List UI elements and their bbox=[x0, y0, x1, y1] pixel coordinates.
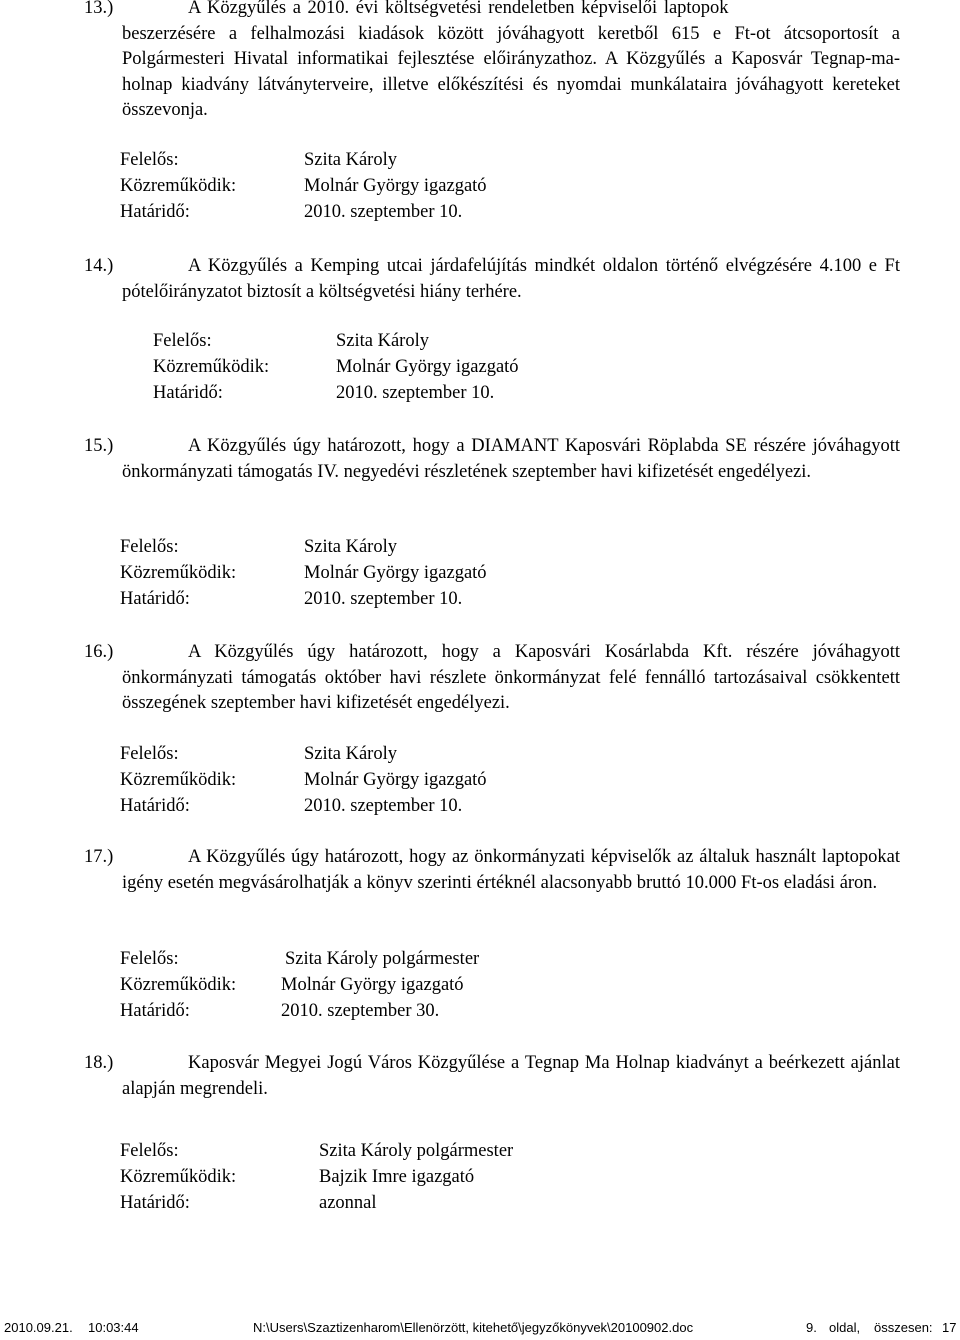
contributor-label: Közreműködik: bbox=[120, 563, 237, 583]
resolution-13 bbox=[84, 0, 900, 124]
contributor-value: Molnár György igazgató bbox=[304, 770, 487, 790]
responsible-value: Szita Károly bbox=[304, 537, 397, 557]
resolution-text: A Közgyűlés úgy határozott, hogy az önkormányzati képviselők az általuk használt laptopokat igény esetén megvásárolhatják a könyv szerinti értéknél alacsonyabb bruttó 10.000 Ft-os eladási áron. bbox=[122, 847, 900, 893]
resolution-lead-line: A Közgyűlés a 2010. évi költségvetési rendeletben képviselői laptopok bbox=[188, 0, 729, 18]
responsible-value: Szita Károly polgármester bbox=[285, 949, 480, 969]
contributor-label: Közreműködik: bbox=[120, 975, 237, 995]
footer-page-number: 9. bbox=[806, 1320, 817, 1335]
footer-file-path: N:\Users\Szaztizenharom\Ellenörzött, kitehető\jegyzőkönyvek\20100902.doc bbox=[253, 1320, 694, 1335]
resolution-14 bbox=[84, 254, 900, 305]
contributor-label: Közreműködik: bbox=[120, 176, 237, 196]
deadline-value: 2010. szeptember 10. bbox=[304, 796, 463, 816]
footer-time: 10:03:44 bbox=[88, 1320, 139, 1335]
responsible-value: Szita Károly bbox=[336, 331, 429, 351]
deadline-label: Határidő: bbox=[120, 796, 190, 816]
page-footer bbox=[0, 1318, 960, 1340]
resolution-number: 17.) bbox=[84, 847, 114, 867]
resolution-text: A Közgyűlés úgy határozott, hogy a DIAMANT Kaposvári Röplabda SE részére jóváhagyott önkormányzati támogatás IV. negyedévi részletének szeptember havi kifizetését engedélyezi. bbox=[122, 436, 900, 482]
responsible-value: Szita Károly bbox=[304, 744, 397, 764]
footer-total-label: összesen: bbox=[874, 1320, 933, 1335]
resolution-number: 15.) bbox=[84, 436, 114, 456]
resolution-text: A Közgyűlés a Kemping utcai járdafelújítás mindkét oldalon történő elvégzésére 4.100 e Ft pótelőirányzatot biztosít a költségvetési hiány terhére. bbox=[122, 256, 900, 302]
resolution-15 bbox=[84, 434, 900, 485]
resolution-number: 18.) bbox=[84, 1053, 114, 1073]
responsible-value: Szita Károly bbox=[304, 150, 397, 170]
resolution-text: Kaposvár Megyei Jogú Város Közgyűlése a Tegnap Ma Holnap kiadványt a beérkezett ajánlat alapján megrendeli. bbox=[122, 1053, 900, 1099]
deadline-value: 2010. szeptember 10. bbox=[304, 202, 463, 222]
contributor-label: Közreműködik: bbox=[120, 1167, 237, 1187]
responsible-label: Felelős: bbox=[120, 949, 179, 969]
resolution-number: 16.) bbox=[84, 642, 114, 662]
resolution-17 bbox=[84, 845, 900, 896]
responsible-label: Felelős: bbox=[120, 150, 179, 170]
resolution-number: 13.) bbox=[84, 0, 114, 18]
resolution-18 bbox=[84, 1051, 900, 1102]
deadline-value: azonnal bbox=[319, 1193, 377, 1213]
deadline-label: Határidő: bbox=[120, 1193, 190, 1213]
contributor-value: Molnár György igazgató bbox=[304, 563, 487, 583]
deadline-label: Határidő: bbox=[153, 383, 223, 403]
footer-date: 2010.09.21. bbox=[4, 1320, 73, 1335]
responsible-label: Felelős: bbox=[120, 537, 179, 557]
footer-total-pages: 17 bbox=[942, 1320, 957, 1335]
contributor-label: Közreműködik: bbox=[153, 357, 270, 377]
contributor-label: Közreműködik: bbox=[120, 770, 237, 790]
contributor-value: Molnár György igazgató bbox=[336, 357, 519, 377]
deadline-value: 2010. szeptember 10. bbox=[304, 589, 463, 609]
responsible-label: Felelős: bbox=[120, 744, 179, 764]
responsible-value: Szita Károly polgármester bbox=[319, 1141, 514, 1161]
deadline-label: Határidő: bbox=[120, 202, 190, 222]
contributor-value: Molnár György igazgató bbox=[304, 176, 487, 196]
responsible-label: Felelős: bbox=[120, 1141, 179, 1161]
footer-page-label: oldal, bbox=[829, 1320, 861, 1335]
deadline-value: 2010. szeptember 10. bbox=[336, 383, 495, 403]
resolution-text: A Közgyűlés úgy határozott, hogy a Kaposvári Kosárlabda Kft. részére jóváhagyott önkormányzati támogatás október havi részlete önkormányzat felé fennálló tartozásaival csökkentett összegének szeptember havi kifizetését engedélyezi. bbox=[122, 642, 900, 713]
contributor-value: Molnár György igazgató bbox=[281, 975, 464, 995]
responsible-label: Felelős: bbox=[153, 331, 212, 351]
deadline-value: 2010. szeptember 30. bbox=[281, 1001, 440, 1021]
deadline-label: Határidő: bbox=[120, 1001, 190, 1021]
contributor-value: Bajzik Imre igazgató bbox=[319, 1167, 475, 1187]
resolution-16 bbox=[84, 640, 900, 717]
deadline-label: Határidő: bbox=[120, 589, 190, 609]
resolution-text: beszerzésére a felhalmozási kiadások között jóváhagyott keretből 615 e Ft-ot átcsoportosít a Polgármesteri Hivatal informatikai fejlesztése előirányzathoz. A Közgyűlés a Kaposvár Tegnap-ma-holnap kiadvány látványterveire, illetve előkészítési és nyomdai munkálataira jóváhagyott kereteket összevonja. bbox=[122, 23, 900, 120]
resolution-number: 14.) bbox=[84, 256, 114, 276]
